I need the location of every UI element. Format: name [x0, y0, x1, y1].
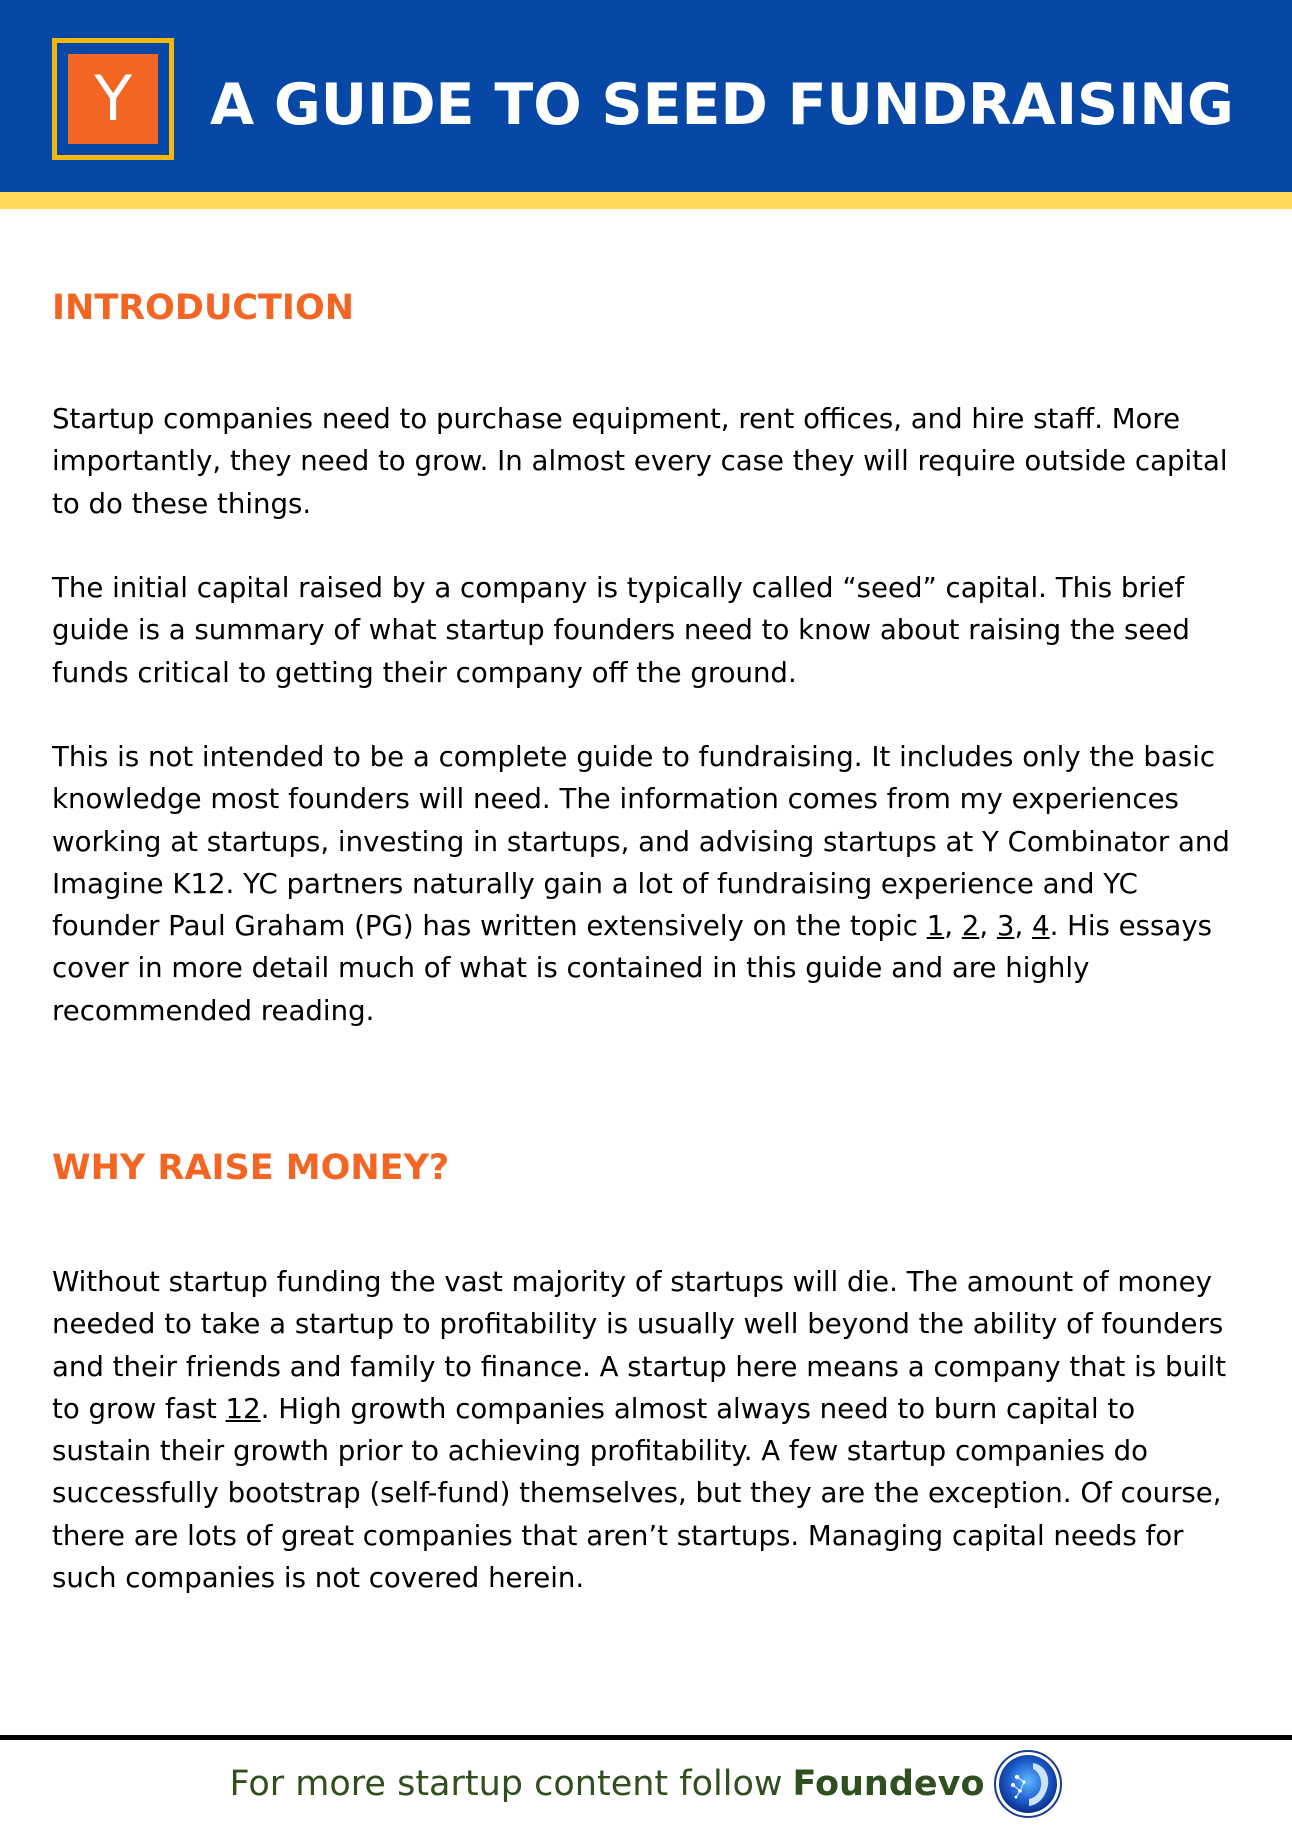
foundevo-logo-icon: [993, 1749, 1063, 1819]
intro-paragraph-3-text: This is not intended to be a complete guide to fundraising. It includes only the basic knowledge most founders will need. The information comes from my experiences working at startups, investing in startups, and advising startups at Y Combinator and Imagine K12. YC partners naturally gain a lot of fundraising experience and YC founder Paul Graham (PG) has written extensively on the topic: [52, 740, 1230, 943]
section-heading-introduction: INTRODUCTION: [52, 288, 354, 328]
page-title: A GUIDE TO SEED FUNDRAISING: [210, 72, 1234, 138]
footer: [0, 1758, 1292, 1810]
section-heading-why-raise-money: WHY RAISE MONEY?: [52, 1148, 450, 1188]
intro-paragraph-3-end: . His essays cover in more detail much of what is contained in this guide and are highly recommended reading.: [52, 909, 1213, 1027]
yc-logo-icon: [68, 54, 158, 144]
reference-link-4[interactable]: 4: [1032, 909, 1050, 943]
reference-link-3[interactable]: 3: [996, 909, 1015, 943]
footer-divider: [0, 1735, 1292, 1740]
intro-paragraph-1: Startup companies need to purchase equipment, rent offices, and hire staff. More importantly, they need to grow. In almost every case they will require outside capital to do these things.: [52, 402, 1228, 520]
why-paragraph-1-end: . High growth companies almost always need to burn capital to sustain their growth prior to achieving profitability. A few startup companies do successfully bootstrap (self-fund) themselves, but they are the exception. Of course, there are lots of great companies that aren’t startups. Managing capital needs for such companies is not covered herein.: [52, 1391, 1222, 1595]
logo-letter: Y: [94, 62, 132, 135]
ref-separator: ,: [1014, 909, 1033, 943]
header-stripe: [0, 192, 1292, 209]
why-paragraph-1: [52, 1261, 1242, 1599]
ref-separator: ,: [979, 909, 997, 943]
ref-separator: ,: [944, 909, 962, 943]
reference-link-2[interactable]: 2: [961, 909, 980, 943]
reference-link-1[interactable]: 1: [926, 909, 945, 943]
footer-brand-link[interactable]: Foundevo: [792, 1764, 985, 1804]
footer-text: For more startup content follow: [229, 1764, 783, 1804]
intro-paragraph-3: [52, 736, 1242, 1032]
reference-link-12[interactable]: 12: [225, 1391, 261, 1425]
intro-paragraph-2: The initial capital raised by a company is typically called “seed” capital. This brief guide is a summary of what startup founders need to know about raising the seed funds critical to getting their company off the ground.: [52, 571, 1190, 689]
why-paragraph-1-text: Without startup funding the vast majority of startups will die. The amount of money needed to take a startup to profitability is usually well beyond the ability of founders and their friends and family to finance. A startup here means a company that is built to grow fast: [52, 1265, 1227, 1425]
